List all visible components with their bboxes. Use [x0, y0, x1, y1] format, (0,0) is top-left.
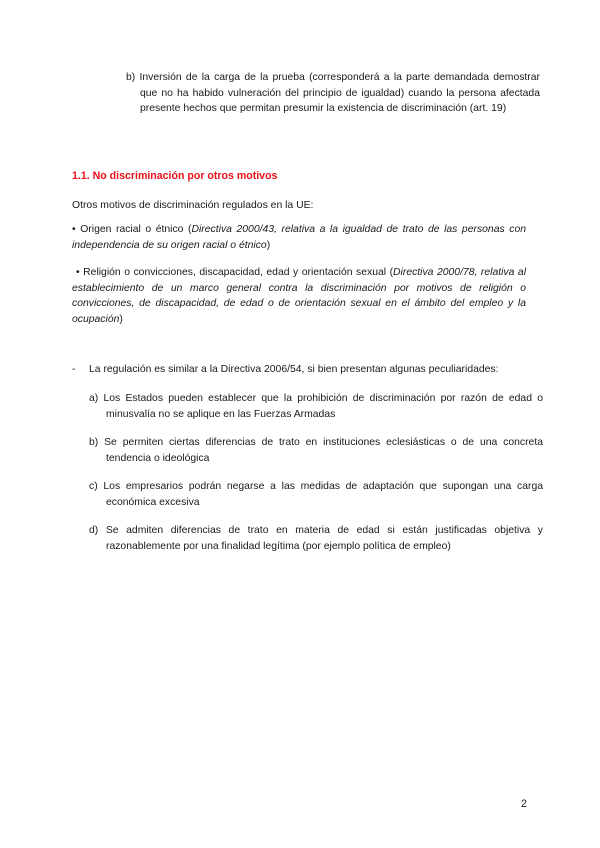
bullet-marker: •	[76, 267, 80, 278]
bullet-close: )	[266, 239, 271, 251]
list-item-text: Los empresarios podrán negarse a las medidas de adaptación que supongan una carga económica excesiva	[103, 481, 544, 508]
list-item-marker: a)	[89, 393, 99, 404]
list-item-a	[89, 391, 543, 422]
bullet-origen-racial	[72, 222, 526, 253]
list-item-text: Se admiten diferencias de trato en materia de edad si están justificadas objetiva y razonablemente por una finalidad legítima (por ejemplo política de empleo)	[105, 525, 543, 552]
bullet-marker: •	[72, 224, 76, 235]
list-item-d	[89, 523, 543, 554]
list-item-c	[89, 479, 543, 510]
page-number: 2	[521, 798, 527, 810]
list-item-marker: d)	[89, 525, 99, 536]
section-lead: Otros motivos de discriminación regulados en la UE:	[72, 200, 314, 211]
dash-item-text: La regulación es similar a la Directiva 2006/54, si bien presentan algunas peculiaridades:	[89, 364, 499, 375]
list-item-text: Se permiten ciertas diferencias de trato en instituciones eclesiásticas o de una concreta tendencia o ideológica	[104, 437, 543, 464]
intro-item-text: Inversión de la carga de la prueba (corresponderá a la parte demandada demostrar que no ha habido vulneración del principio de igualdad) cuando la persona afectada presente hechos que permitan presumir la existencia de discriminación (art. 19)	[139, 72, 541, 114]
section-heading: 1.1. No discriminación por otros motivos	[72, 170, 278, 182]
dash-marker: -	[72, 364, 76, 375]
list-item-text: Los Estados pueden establecer que la prohibición de discriminación por razón de edad o minusvalía no se aplique en las Fuerzas Armadas	[103, 393, 544, 420]
bullet-text: Origen racial o étnico (	[80, 224, 192, 235]
bullet-religion	[72, 265, 526, 327]
bullet-directive: Directiva 2000/78, relativa al establecimiento de un marco general contra la discriminación por motivos de religión o convicciones, de discapacidad, de edad o de orientación sexual en el ámbito del empleo y la ocupación	[72, 267, 526, 325]
bullet-close: )	[119, 313, 123, 325]
bullet-directive: Directiva 2000/43, relativa a la igualdad de trato de las personas con independencia de su origen racial o étnico	[72, 224, 526, 251]
list-item-marker: c)	[89, 481, 98, 492]
intro-item-marker: b)	[126, 72, 136, 83]
list-item-marker: b)	[89, 437, 99, 448]
intro-list-item	[126, 70, 540, 117]
bullet-text: Religión o convicciones, discapacidad, edad y orientación sexual (	[83, 267, 394, 278]
list-item-b	[89, 435, 543, 466]
